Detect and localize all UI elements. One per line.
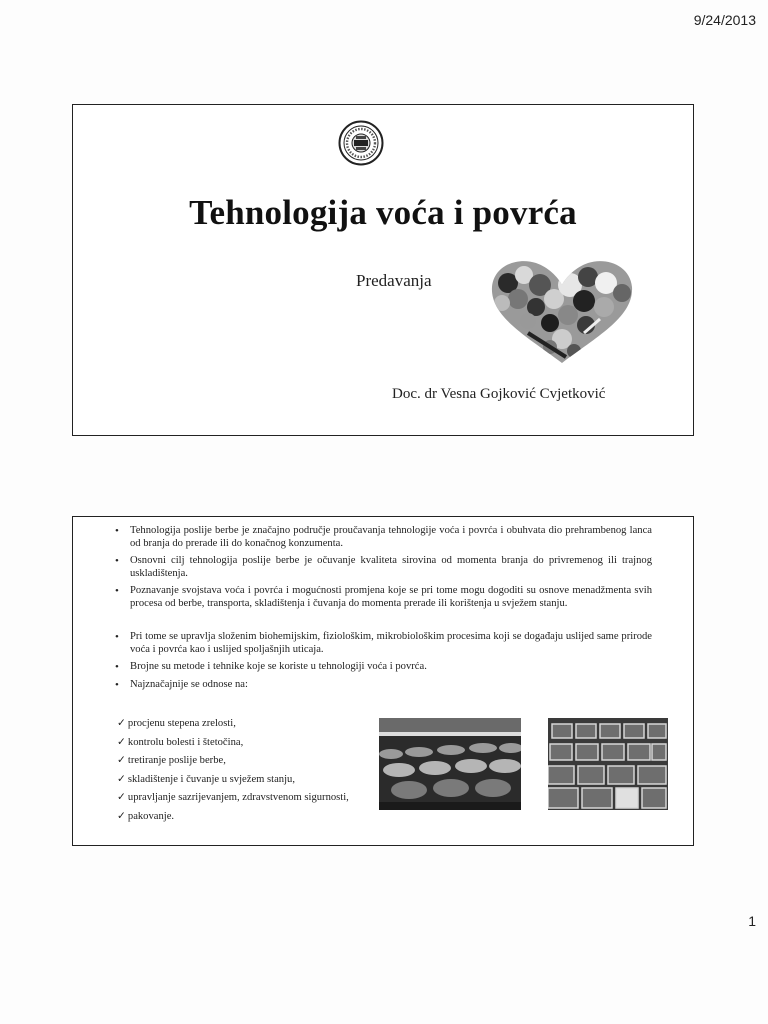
bullet-item: • Najznačajnije se odnose na:	[112, 679, 652, 692]
checklist-item	[117, 715, 377, 734]
slide-subtitle: Predavanja	[356, 271, 432, 290]
print-date: 9/24/2013	[693, 12, 756, 28]
checkmark-icon: ✓	[117, 773, 126, 785]
checklist-text: upravljanje sazrijevanjem, zdravstvenom sigurnosti,	[127, 792, 349, 804]
slide-title-text: Tehnologija voća i povrća	[189, 193, 577, 232]
university-seal-icon	[338, 120, 384, 166]
checklist-text: pakovanje.	[127, 810, 175, 822]
checklist-item	[117, 808, 377, 827]
bullet-item: • Brojne su metode i tehnike koje se koriste u tehnologiji voća i povrća.	[112, 661, 652, 674]
checklist-text: kontrolu bolesti i štetočina,	[127, 736, 244, 748]
checklist-item	[117, 734, 377, 753]
checkmark-icon: ✓	[117, 810, 126, 822]
produce-processing-line-photo	[379, 718, 521, 810]
checkmark-icon: ✓	[117, 736, 126, 748]
page-number: 1	[748, 913, 756, 929]
fruit-vegetable-heart-image	[488, 255, 636, 365]
bullet-item: • Poznavanje svojstava voća i povrća i mogućnosti promjena koje se pri tome mogu dogoditi su osnove menadžmenta svih procesa od berbe, transporta, skladištenja i čuvanja do momenta prerade ili korištenja u svježem stanju.	[112, 585, 652, 610]
checklist-item	[117, 789, 377, 808]
checklist-text: procjenu stepena zrelosti,	[127, 718, 236, 729]
slide-author: Doc. dr Vesna Gojković Cvjetković	[392, 386, 606, 402]
spacer	[112, 615, 652, 631]
checklist-text: skladištenje i čuvanje u svježem stanju,	[127, 773, 295, 785]
bullet-list	[112, 525, 652, 696]
checkmark-icon: ✓	[117, 755, 126, 767]
produce-storage-crates-photo	[548, 718, 668, 810]
checklist-item	[117, 752, 377, 771]
checklist-item	[117, 771, 377, 790]
checklist-text: tretiranje poslije berbe,	[127, 755, 226, 767]
bullet-item: • Tehnologija poslije berbe je značajno područje proučavanja tehnologije voća i povrća i obuhvata dio prehrambenog lanca od branja do prerade ili do konačnog konzumenta.	[112, 525, 652, 550]
checkmark-icon: ✓	[117, 718, 126, 729]
bullet-item: • Pri tome se upravlja složenim biohemijskim, fiziološkim, mikrobiološkim procesima koji se događaju uslijed same prirode voća i povrća kao i uslijed spoljašnjih uticaja.	[112, 631, 652, 656]
checkmark-icon: ✓	[117, 792, 126, 804]
bullet-item: • Osnovni cilj tehnologija poslije berbe je očuvanje kvaliteta sirovina od momenta branja do privremenog ili trajnog uskladištenja.	[112, 555, 652, 580]
checklist	[117, 715, 377, 827]
